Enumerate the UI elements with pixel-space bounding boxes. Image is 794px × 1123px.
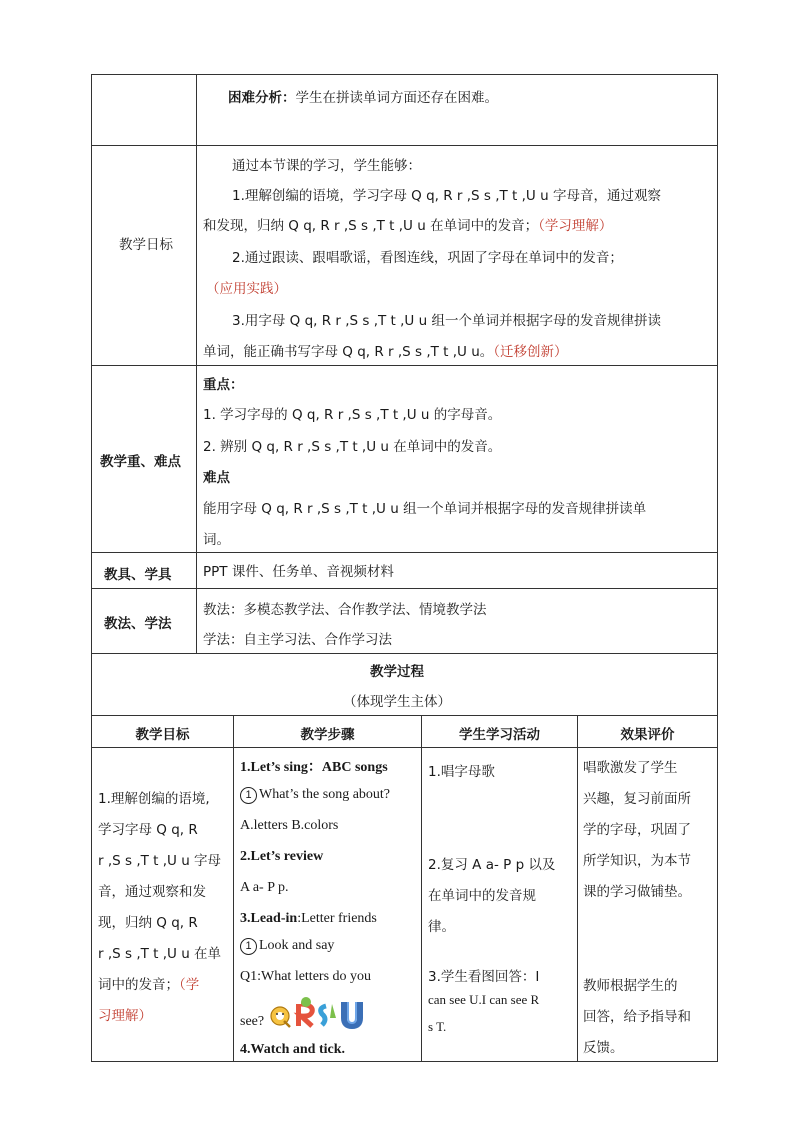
evaluation-line-5: 课的学习做铺垫。 bbox=[583, 884, 691, 900]
col1-line-4: 音，通过观察和发 bbox=[98, 884, 206, 900]
activity-3-line-2: can see U.I can see R bbox=[428, 992, 540, 1007]
objectives-label: 教学日标 bbox=[119, 237, 173, 253]
evaluation-line-6: 教师根据学生的 bbox=[583, 978, 678, 994]
letter-s-figure bbox=[321, 1004, 336, 1025]
evaluation-line-1: 唱歌激发了学生 bbox=[583, 760, 678, 776]
step-3-title bbox=[240, 911, 377, 927]
objectives-tag-practice: （应用实践） bbox=[206, 281, 287, 297]
header-evaluation: 效果评价 bbox=[620, 727, 675, 743]
step-3-question: Q1:What letters do you bbox=[240, 969, 372, 984]
step-1-question bbox=[240, 787, 390, 804]
methods-learning: 学法：自主学习法、合作学习法 bbox=[203, 632, 392, 648]
activity-2-line-3: 律。 bbox=[428, 919, 455, 935]
objectives-line-6-text: 单词，能正确书写字母 Q q, R r ,S s ,T t ,U u。 bbox=[203, 344, 494, 360]
evaluation-line-2: 兴趣，复习前面所 bbox=[583, 791, 691, 807]
letter-friends-illustration bbox=[266, 996, 366, 1030]
circled-number-1: 1 bbox=[240, 787, 257, 804]
letter-friends-image bbox=[266, 996, 366, 1030]
tools-label: 教具、学具 bbox=[104, 567, 172, 583]
activity-2-line-2: 在单词中的发音规 bbox=[428, 888, 536, 904]
activity-1: 1.唱字母歌 bbox=[428, 764, 495, 780]
header-objective: 教学目标 bbox=[135, 727, 190, 743]
difficulty-heading: 难点 bbox=[203, 470, 230, 486]
step-4-title: 4.Watch and tick. bbox=[240, 1042, 346, 1057]
header-activities: 学生学习活动 bbox=[459, 727, 540, 743]
col1-line-2: 学习字母 Q q, R bbox=[98, 822, 198, 838]
keypoints-label: 教学重、难点 bbox=[100, 454, 181, 470]
tools-text: PPT 课件、任务单、音视频材料 bbox=[203, 564, 394, 580]
step-3-question-end: see? bbox=[240, 1014, 265, 1029]
objectives-line-1: 1.理解创编的语境，学习字母 Q q, R r ,S s ,T t ,U u 字母音，通过观察 bbox=[232, 188, 661, 204]
difficulty-text: 学生在拼读单词方面还存在困难。 bbox=[295, 90, 498, 106]
step-2-range: A a- P p. bbox=[240, 880, 289, 895]
col1-line-7-text: 词中的发音； bbox=[98, 977, 179, 993]
step-3-sub: :Letter friends bbox=[297, 911, 377, 926]
objectives-line-2 bbox=[203, 214, 612, 234]
step-2-title: 2.Let’s review bbox=[240, 849, 324, 864]
difficulty-line-2: 词。 bbox=[203, 532, 230, 548]
header-steps: 教学步骤 bbox=[300, 727, 355, 743]
col1-line-6: r ,S s ,T t ,U u 在单 bbox=[98, 946, 222, 962]
step-1-question-text: What’s the song about? bbox=[259, 787, 391, 802]
evaluation-line-3: 学的字母，巩固了 bbox=[583, 822, 691, 838]
step-1-options: A.letters B.colors bbox=[240, 818, 339, 833]
methods-label: 教法、学法 bbox=[104, 616, 172, 632]
objectives-line-6 bbox=[203, 340, 568, 360]
objectives-tag-innovation: （迁移创新） bbox=[493, 344, 568, 360]
keypoints-heading: 重点： bbox=[203, 377, 244, 393]
keypoint-1: 1. 学习字母的 Q q, R r ,S s ,T t ,U u 的字母音。 bbox=[203, 407, 502, 423]
col1-tag-b: 习理解） bbox=[98, 1008, 152, 1024]
methods-teaching: 教法：多模态教学法、合作教学法、情境教学法 bbox=[203, 602, 487, 618]
difficulty-analysis bbox=[228, 86, 498, 106]
evaluation-line-4: 所学知识，为本节 bbox=[583, 853, 691, 869]
col1-line-3: r ,S s ,T t ,U u 字母 bbox=[98, 853, 222, 869]
process-title: 教学过程 bbox=[370, 664, 424, 680]
difficulty-line-1: 能用字母 Q q, R r ,S s ,T t ,U u 组一个单词并根据字母的发音规律拼读单 bbox=[203, 501, 647, 517]
col1-line-5: 现，归纳 Q q, R bbox=[98, 915, 198, 931]
step-3-look-text: Look and say bbox=[259, 938, 335, 953]
objectives-intro: 通过本节课的学习，学生能够： bbox=[232, 158, 421, 174]
evaluation-line-7: 回答，给予指导和 bbox=[583, 1009, 691, 1025]
letter-q-figure bbox=[271, 1007, 290, 1027]
activity-3-line-1: 3.学生看图回答：I bbox=[428, 969, 540, 985]
col1-line-1: 1.理解创编的语境, bbox=[98, 791, 210, 807]
col1-line-7 bbox=[98, 973, 199, 993]
activity-3-line-3: s T. bbox=[428, 1019, 447, 1034]
evaluation-line-8: 反馈。 bbox=[583, 1040, 624, 1056]
process-subtitle: （体现学生主体） bbox=[343, 694, 451, 710]
activity-2-line-1: 2.复习 A a- P p 以及 bbox=[428, 857, 556, 873]
objectives-line-2-text: 和发现，归纳 Q q, R r ,S s ,T t ,U u 在单词中的发音； bbox=[203, 218, 539, 234]
step-1-title: 1.Let’s sing：ABC songs bbox=[240, 760, 388, 775]
objectives-tag-understanding: （学习理解） bbox=[538, 218, 613, 234]
keypoint-2: 2. 辨别 Q q, R r ,S s ,T t ,U u 在单词中的发音。 bbox=[203, 439, 502, 455]
step-3-look bbox=[240, 938, 334, 955]
step-3-label: 3.Lead-in bbox=[240, 911, 298, 926]
objectives-line-5: 3.用字母 Q q, R r ,S s ,T t ,U u 组一个单词并根据字母的发音规律拼读 bbox=[232, 313, 661, 329]
col1-tag-a: （学 bbox=[179, 977, 200, 993]
letter-u-figure bbox=[344, 1002, 360, 1026]
letter-r-figure bbox=[296, 997, 312, 1026]
circled-number-2: 1 bbox=[240, 938, 257, 955]
difficulty-label: 困难分析： bbox=[228, 90, 296, 106]
objectives-line-3: 2.通过跟读、跟唱歌谣，看图连线，巩固了字母在单词中的发音； bbox=[232, 250, 623, 266]
